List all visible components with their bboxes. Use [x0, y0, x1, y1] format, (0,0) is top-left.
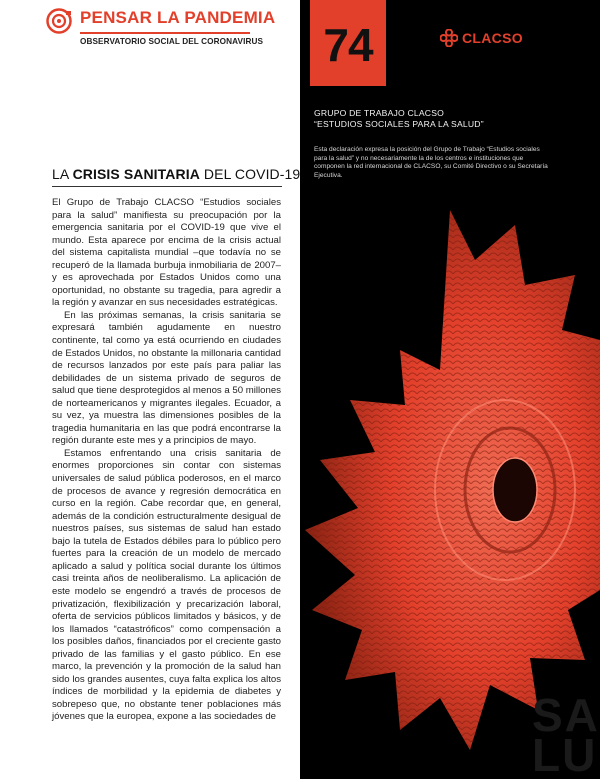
paragraph-2: En las próximas semanas, la crisis sanitaria se expresará también agudamente en nuestro continente, tal como ya está ocurriendo en ciudades de Estados Unidos, no obstante la millonaria cantidad de recursos lanzados por este país para paliar las debilidades de un sistema privado de seguros de salud que tiene desprotegidos al menos a 50 millones de norteamericanos y migrantes ilegales. Ecuador, a su vez, ya muestra las dimensiones posibles de la tragedia humanitaria en las que podrá encontrarse la región durante este mes y a principios de mayo.: [52, 309, 281, 447]
brand-name: PENSAR LA PANDEMIA: [80, 8, 276, 27]
headline-pre: LA: [52, 166, 69, 182]
disclaimer-text: Esta declaración expresa la posición del Grupo de Trabajo “Estudios sociales para la salud” y no necesariamente la de los centros e instituciones que componen la red internacional de CLACSO, su Comité Directivo o su Secretaría Ejecutiva.: [314, 146, 548, 179]
headline-post: DEL COVID-19: [203, 166, 301, 182]
clacso-logo[interactable]: [440, 28, 560, 48]
paragraph-3: Estamos enfrentando una crisis sanitaria de enormes proporciones sin contar con sistemas universales de salud pública poderosos, en el marco de procesos de avance y regresión democrática en curso en la región. Cabe recordar que, en general, además de la condición estructuralmente desigual de nuestros países, sus sistemas de salud han estado bajo la tutela de Estados débiles para lo público pero fuertes para la creación de un modelo de mercado aplicado a salud y política social durante los últimos casi treinta años de neoliberalismo. La aplicación de este modelo se engendró a través de procesos de privatización, flexibilización y precarización laboral, oferta de servicios públicos limitados y básicos, y de los llamados “catastróficos” como compensación a los posibles daños, financiados por el creciente gasto privado de las familias y el gasto público. En ese marco, la prevención y la promoción de la salud han sido los grandes ausentes, cuya falta explica los altos índices de morbilidad y la epidemia de diabetes y sobrepeso que, no obstante tener poblaciones más jóvenes que la europea, expone a las sociedades de: [52, 447, 281, 723]
working-group-line-2: “ESTUDIOS SOCIALES PARA LA SALUD”: [314, 118, 484, 129]
working-group-line-1: GRUPO DE TRABAJO CLACSO: [314, 108, 445, 118]
article-body: [52, 197, 281, 724]
paragraph-1: El Grupo de Trabajo CLACSO “Estudios sociales para la salud” manifiesta su preocupación por la emergencia sanitaria por el COVID-19 que vive el mundo. Esta aparece por encima de la crisis actual del sistema capitalista mundial –que todavía no se recuperó de la llamada burbuja inmobiliaria de 2007– y es aprovechada por Estados Unidos como una oportunidad, no obstante su tragedia, para agredir a la región y avanzar en sus necesidades estratégicas.: [52, 197, 281, 309]
clacso-cross-icon: [440, 29, 458, 47]
issue-number-box: [310, 0, 386, 86]
brand-subtitle: OBSERVATORIO SOCIAL DEL CORONAVIRUS: [80, 37, 264, 46]
headline-bold: CRISIS SANITARIA: [72, 166, 200, 182]
brand-divider: [80, 32, 250, 34]
issue-number: 74: [323, 19, 373, 71]
pensar-la-pandemia-logo[interactable]: [46, 8, 296, 52]
clacso-name: CLACSO: [462, 30, 523, 46]
working-group-title: [314, 108, 484, 129]
headline-divider: [52, 186, 282, 187]
right-column: [300, 0, 600, 779]
virus-logo-icon: [46, 8, 72, 34]
article-headline: [52, 166, 300, 182]
background-watermark: SA LU: [532, 689, 600, 779]
